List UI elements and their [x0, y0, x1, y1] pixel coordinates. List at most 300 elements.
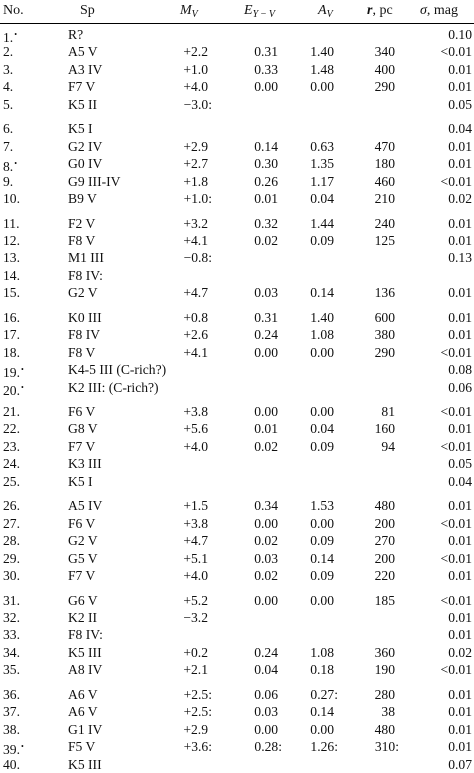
table-row	[0, 592, 474, 609]
header-mv-sub: V	[191, 9, 198, 20]
cell-av: 0.18	[310, 662, 334, 678]
cell-av: 0.00	[310, 79, 334, 95]
table-row	[0, 703, 474, 720]
cell-mv: +1.5	[183, 498, 208, 514]
cell-r: 280	[374, 686, 395, 702]
cell-no-text: 38.	[3, 721, 20, 737]
cell-av: 0.09	[310, 568, 334, 584]
cell-no	[3, 515, 20, 532]
cell-sigma: <0.01	[440, 515, 472, 531]
table-row	[0, 138, 474, 155]
cell-no-text: 3.	[3, 61, 14, 77]
cell-mv: +4.0	[183, 79, 208, 95]
table-row	[0, 155, 474, 175]
cell-no	[3, 232, 20, 249]
cell-no-text: 14.	[3, 267, 20, 283]
cell-av: 0.27:	[310, 686, 338, 702]
cell-av: 0.04	[310, 191, 334, 207]
cell-ey: 0.02	[254, 438, 278, 454]
cell-sp: K5 III	[68, 644, 102, 660]
cell-no	[3, 379, 24, 399]
cell-sp: K3 III	[68, 456, 102, 472]
table-row	[0, 626, 474, 643]
cell-sp: B9 V	[68, 191, 97, 207]
cell-no-text: 8.	[3, 159, 14, 175]
cell-no	[3, 438, 20, 455]
cell-ey: 0.01	[254, 421, 278, 437]
cell-ey: 0.03	[254, 704, 278, 720]
cell-sp: F8 IV:	[68, 627, 103, 643]
cell-sigma: 0.01	[448, 609, 472, 625]
cell-sigma: 0.04	[448, 473, 472, 489]
header-mv	[180, 3, 198, 20]
table-row	[0, 455, 474, 472]
cell-ey: 0.00	[254, 592, 278, 608]
cell-r: 290	[374, 344, 395, 360]
cell-sigma: 0.02	[448, 191, 472, 207]
cell-r: 380	[374, 327, 395, 343]
table-row	[0, 43, 474, 60]
cell-mv: +4.0	[183, 568, 208, 584]
cell-r: 200	[374, 550, 395, 566]
cell-no-text: 19.	[3, 365, 20, 381]
cell-ey: 0.26	[254, 173, 278, 189]
cell-sp: K4-5 III (C-rich?)	[68, 362, 167, 378]
cell-no-text: 34.	[3, 644, 20, 660]
header-mv-symbol: M	[180, 3, 192, 18]
cell-sigma: 0.05	[448, 456, 472, 472]
cell-sigma: 0.01	[448, 704, 472, 720]
cell-av: 1.08	[310, 327, 334, 343]
cell-sigma: 0.10	[448, 27, 472, 42]
cell-ey: 0.33	[254, 61, 278, 77]
cell-ey: 0.28:	[254, 739, 282, 755]
table-row	[0, 96, 474, 113]
cell-sigma: <0.01	[440, 173, 472, 189]
table-row	[0, 497, 474, 514]
cell-no-text: 9.	[3, 173, 14, 189]
cell-no-text: 37.	[3, 704, 20, 720]
cell-no-text: 40.	[3, 756, 20, 772]
cell-sp: A8 IV	[68, 662, 103, 678]
cell-av: 0.00	[310, 721, 334, 737]
cell-no-text: 24.	[3, 456, 20, 472]
cell-av: 1.26:	[310, 739, 338, 755]
cell-no	[3, 309, 20, 326]
cell-no	[3, 284, 20, 301]
cell-no-text: 6.	[3, 121, 14, 137]
cell-no-text: 7.	[3, 138, 14, 154]
cell-no	[3, 138, 13, 155]
cell-no	[3, 703, 20, 720]
cell-no-text: 2.	[3, 44, 14, 60]
header-av	[318, 3, 333, 20]
cell-sigma: 0.01	[448, 309, 472, 325]
cell-av: 1.53	[310, 498, 334, 514]
table-row	[0, 173, 474, 190]
cell-sigma: 0.01	[448, 421, 472, 437]
cell-no-text: 39.	[3, 742, 20, 758]
cell-no	[3, 609, 20, 626]
cell-no	[3, 215, 20, 232]
cell-ey: 0.32	[254, 215, 278, 231]
cell-mv: +0.2	[183, 644, 208, 660]
cell-r: 400	[374, 61, 395, 77]
table-row	[0, 326, 474, 343]
header-ey-sub: Y − V	[252, 9, 275, 20]
cell-sp: R?	[68, 27, 84, 42]
cell-sigma: 0.05	[448, 96, 472, 112]
cell-no-text: 21.	[3, 404, 20, 419]
cell-r: 94	[381, 438, 395, 454]
table-row	[0, 644, 474, 661]
cell-av: 0.14	[310, 550, 334, 566]
cell-no	[3, 550, 20, 567]
cell-ey: 0.00	[254, 79, 278, 95]
cell-sigma: 0.01	[448, 721, 472, 737]
table-row	[0, 379, 474, 396]
cell-r: 160	[374, 421, 395, 437]
cell-ey: 0.03	[254, 550, 278, 566]
cell-no-text: 31.	[3, 592, 20, 608]
cell-no	[3, 173, 13, 190]
cell-no	[3, 267, 20, 284]
cell-av: 0.04	[310, 421, 334, 437]
cell-ey: 0.14	[254, 138, 278, 154]
cell-r: 38	[381, 704, 395, 720]
cell-sigma: 0.04	[448, 121, 472, 137]
cell-r: 600	[374, 309, 395, 325]
cell-no-text: 35.	[3, 662, 20, 678]
cell-r: 480	[374, 498, 395, 514]
cell-sp: K5 III	[68, 756, 102, 772]
cell-sp: G2 V	[68, 285, 98, 301]
cell-sigma: <0.01	[440, 550, 472, 566]
cell-sigma: <0.01	[440, 662, 472, 678]
table-row	[0, 420, 474, 437]
cell-no-text: 16.	[3, 309, 20, 325]
cell-mv: +0.8	[183, 309, 208, 325]
cell-sp: A6 V	[68, 704, 98, 720]
cell-sp: F7 V	[68, 438, 96, 454]
cell-ey: 0.00	[254, 721, 278, 737]
cell-sigma: <0.01	[440, 344, 472, 360]
cell-sp: K0 III	[68, 309, 102, 325]
header-r-unit: , pc	[372, 3, 393, 18]
header-sp: Sp	[80, 3, 95, 18]
table-row	[0, 309, 474, 326]
cell-sigma: 0.01	[448, 568, 472, 584]
cell-sp: F8 IV:	[68, 267, 103, 283]
cell-sp: G1 IV	[68, 721, 103, 737]
table-row	[0, 567, 474, 584]
header-av-sub: V	[326, 9, 333, 20]
cell-sp: F5 V	[68, 739, 96, 755]
cell-no-text: 17.	[3, 327, 20, 343]
cell-no-text: 36.	[3, 686, 20, 702]
cell-av: 1.35	[310, 156, 334, 172]
cell-r: 290	[374, 79, 395, 95]
cell-av: 0.63	[310, 138, 334, 154]
cell-no-text: 29.	[3, 550, 20, 566]
cell-r: 125	[374, 232, 395, 248]
cell-mv: +2.5:	[183, 704, 212, 720]
header-sigma	[420, 3, 458, 19]
cell-mv: −3.0:	[183, 96, 212, 112]
cell-ey: 0.04	[254, 662, 278, 678]
cell-r: 240	[374, 215, 395, 231]
cell-no-text: 27.	[3, 515, 20, 531]
cell-sigma: 0.01	[448, 215, 472, 231]
cell-av: 0.09	[310, 438, 334, 454]
note-mark: •	[14, 159, 18, 169]
cell-sigma: 0.07	[448, 756, 472, 772]
cell-sp: F7 V	[68, 568, 96, 584]
cell-av: 1.40	[310, 44, 334, 60]
header-sigma-symbol: σ	[420, 3, 427, 18]
table-row	[0, 550, 474, 567]
cell-sp: G9 III-IV	[68, 173, 121, 189]
cell-no-text: 25.	[3, 473, 20, 489]
cell-sp: A6 V	[68, 686, 98, 702]
header-r	[367, 3, 393, 19]
cell-sigma: 0.08	[448, 362, 472, 378]
cell-mv: +4.1	[183, 344, 208, 360]
cell-mv: +5.2	[183, 592, 208, 608]
table-row	[0, 344, 474, 361]
cell-ey: 0.24	[254, 327, 278, 343]
cell-no	[3, 120, 13, 137]
cell-sigma: 0.01	[448, 327, 472, 343]
cell-mv: +3.2	[183, 215, 208, 231]
cell-ey: 0.00	[254, 404, 278, 419]
table-row	[0, 190, 474, 207]
cell-r: 81	[381, 404, 395, 419]
cell-no	[3, 190, 20, 207]
cell-no	[3, 661, 20, 678]
table-row	[0, 756, 474, 773]
table-row	[0, 284, 474, 301]
cell-ey: 0.00	[254, 344, 278, 360]
cell-no	[3, 592, 20, 609]
cell-ey: 0.30	[254, 156, 278, 172]
cell-sp: F8 V	[68, 232, 96, 248]
cell-no-text: 5.	[3, 96, 14, 112]
table-row	[0, 721, 474, 738]
cell-sigma: 0.01	[448, 533, 472, 549]
table-row	[0, 609, 474, 626]
cell-sigma: 0.01	[448, 138, 472, 154]
cell-no	[3, 455, 20, 472]
cell-no-text: 18.	[3, 344, 20, 360]
cell-sp: F2 V	[68, 215, 96, 231]
cell-sp: F7 V	[68, 79, 96, 95]
cell-mv: +1.0	[183, 61, 208, 77]
cell-no-text: 12.	[3, 232, 20, 248]
cell-sigma: 0.13	[448, 250, 472, 266]
cell-sp: G6 V	[68, 592, 98, 608]
header-ey-symbol: E	[244, 3, 253, 18]
cell-sp: K5 I	[68, 121, 93, 137]
header-sigma-unit: , mag	[426, 3, 459, 18]
table-row	[0, 215, 474, 232]
cell-mv: +3.6:	[183, 739, 212, 755]
cell-r: 210	[374, 191, 395, 207]
table-row	[0, 532, 474, 549]
cell-no	[3, 344, 20, 361]
cell-ey: 0.02	[254, 533, 278, 549]
cell-r: 190	[374, 662, 395, 678]
cell-mv: +2.9	[183, 138, 208, 154]
cell-r: 180	[374, 156, 395, 172]
cell-sp: A5 V	[68, 44, 98, 60]
cell-no-text: 23.	[3, 438, 20, 454]
cell-r: 310:	[374, 739, 399, 755]
cell-sigma: <0.01	[440, 438, 472, 454]
cell-av: 0.14	[310, 285, 334, 301]
cell-no	[3, 532, 20, 549]
cell-mv: +2.9	[183, 721, 208, 737]
table-row	[0, 267, 474, 284]
cell-ey: 0.31	[254, 309, 278, 325]
table-row	[0, 473, 474, 490]
cell-mv: +5.1	[183, 550, 208, 566]
cell-sp: K2 II	[68, 609, 98, 625]
cell-no	[3, 61, 13, 78]
cell-r: 460	[374, 173, 395, 189]
table-row	[0, 61, 474, 78]
cell-sp: A5 IV	[68, 498, 103, 514]
cell-sigma: 0.02	[448, 644, 472, 660]
cell-sp: F6 V	[68, 404, 96, 419]
cell-av: 0.00	[310, 515, 334, 531]
cell-no-text: 32.	[3, 609, 20, 625]
cell-no-text: 1.	[3, 30, 14, 45]
table-row	[0, 438, 474, 455]
cell-av: 0.14	[310, 704, 334, 720]
cell-sigma: 0.01	[448, 285, 472, 301]
note-mark: •	[21, 742, 24, 752]
cell-av: 0.09	[310, 232, 334, 248]
cell-av: 1.08	[310, 644, 334, 660]
table-row	[0, 249, 474, 266]
cell-no	[3, 78, 13, 95]
note-mark: •	[21, 382, 24, 392]
cell-no-text: 11.	[3, 215, 20, 231]
cell-r: 185	[374, 592, 395, 608]
cell-av: 0.00	[310, 344, 334, 360]
cell-ey: 0.03	[254, 285, 278, 301]
table-row	[0, 120, 474, 137]
cell-sigma: 0.01	[448, 739, 472, 755]
cell-r: 270	[374, 533, 395, 549]
table-row	[0, 738, 474, 758]
cell-no-text: 10.	[3, 191, 20, 207]
note-mark: •	[14, 30, 18, 39]
cell-mv: −0.8:	[183, 250, 212, 266]
cell-mv: +4.0	[183, 438, 208, 454]
cell-mv: +2.5:	[183, 686, 212, 702]
cell-no-text: 4.	[3, 79, 14, 95]
cell-no	[3, 473, 20, 490]
cell-mv: +2.2	[183, 44, 208, 60]
cell-mv: +1.0:	[183, 191, 212, 207]
header-av-symbol: A	[318, 3, 327, 18]
cell-mv: −3.2	[183, 609, 208, 625]
cell-ey: 0.01	[254, 191, 278, 207]
cell-no-text: 20.	[3, 382, 20, 398]
cell-sigma: 0.01	[448, 61, 472, 77]
cell-r: 470	[374, 138, 395, 154]
cell-ey: 0.00	[254, 515, 278, 531]
cell-sigma: <0.01	[440, 404, 472, 419]
cell-sp: F6 V	[68, 515, 96, 531]
cell-ey: 0.06	[254, 686, 278, 702]
cell-no	[3, 403, 20, 420]
cell-no	[3, 567, 20, 584]
header-ey	[244, 3, 275, 20]
table-header	[0, 1, 474, 24]
header-no: No.	[3, 3, 24, 18]
cell-sigma: <0.01	[440, 44, 472, 60]
cell-ey: 0.34	[254, 498, 278, 514]
cell-ey: 0.31	[254, 44, 278, 60]
cell-sp: K5 II	[68, 96, 98, 112]
table-row	[0, 403, 474, 420]
cell-no-text: 26.	[3, 498, 20, 514]
cell-av: 1.48	[310, 61, 334, 77]
cell-ey: 0.24	[254, 644, 278, 660]
cell-av: 0.00	[310, 592, 334, 608]
cell-no	[3, 96, 13, 113]
cell-sp: G5 V	[68, 550, 98, 566]
table-row	[0, 361, 474, 381]
table-row	[0, 515, 474, 532]
cell-sp: G2 V	[68, 533, 98, 549]
cell-no-text: 33.	[3, 627, 20, 643]
table-row	[0, 26, 474, 43]
cell-sp: K2 III: (C-rich?)	[68, 379, 159, 395]
cell-no	[3, 756, 20, 773]
cell-no	[3, 43, 13, 60]
cell-r: 200	[374, 515, 395, 531]
cell-no	[3, 497, 20, 514]
cell-no	[3, 721, 20, 738]
cell-av: 1.44	[310, 215, 334, 231]
cell-av: 1.40	[310, 309, 334, 325]
cell-mv: +3.8	[183, 515, 208, 531]
cell-mv: +4.7	[183, 533, 208, 549]
cell-sp: F8 V	[68, 344, 96, 360]
table-row	[0, 686, 474, 703]
cell-sigma: <0.01	[440, 592, 472, 608]
note-mark: •	[21, 365, 24, 375]
cell-no	[3, 326, 20, 343]
cell-av: 1.17	[310, 173, 334, 189]
cell-sp: G0 IV	[68, 156, 103, 172]
cell-sp: G8 V	[68, 421, 98, 437]
cell-mv: +2.6	[183, 327, 208, 343]
cell-av: 0.09	[310, 533, 334, 549]
cell-mv: +3.8	[183, 404, 208, 419]
cell-mv: +5.6	[183, 421, 208, 437]
cell-sigma: 0.01	[448, 686, 472, 702]
cell-mv: +1.8	[183, 173, 208, 189]
cell-no-text: 30.	[3, 568, 20, 584]
cell-ey: 0.02	[254, 232, 278, 248]
cell-sp: F8 IV	[68, 327, 101, 343]
cell-sp: M1 III	[68, 250, 104, 266]
